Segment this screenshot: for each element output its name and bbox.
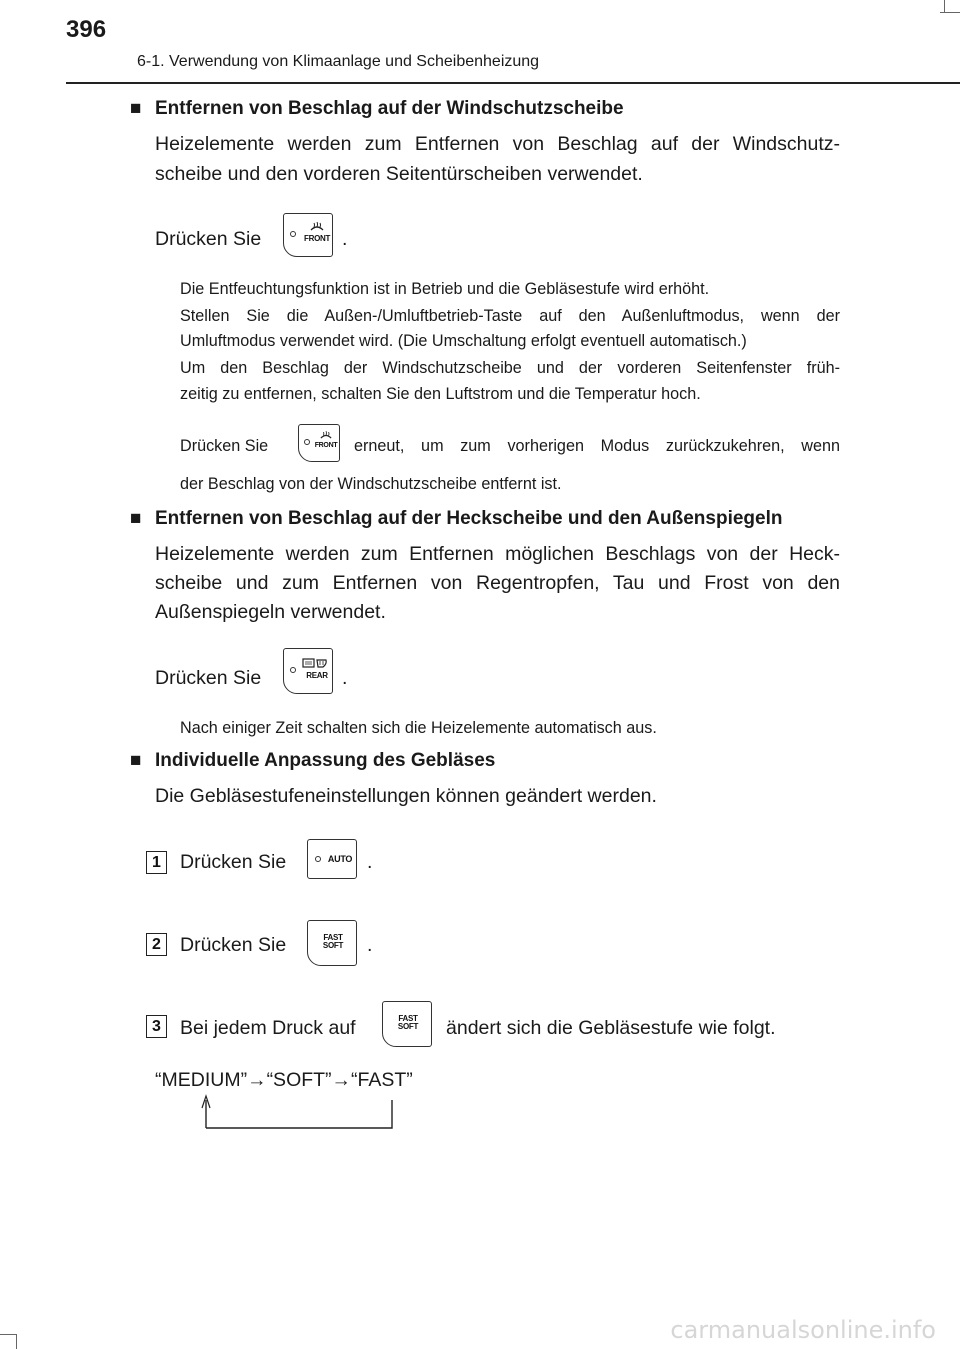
- note-line: erneut, um zum vorherigen Modus zurückzukehren, wenn: [354, 437, 840, 455]
- step-text: Bei jedem Druck auf: [180, 1017, 356, 1039]
- step-text: ändert sich die Gebläsestufe wie folgt.: [446, 1017, 776, 1039]
- period: .: [367, 851, 373, 873]
- button-label: REAR: [306, 671, 328, 680]
- step-text: Drücken Sie: [180, 851, 287, 873]
- fan-speed-cycle: “MEDIUM”→“SOFT”→“FAST”: [155, 1069, 413, 1091]
- square-bullet-icon: ■: [130, 98, 142, 119]
- windshield-defrost-icon: [320, 431, 332, 440]
- note-line: Stellen Sie die Außen-/Umluftbetrieb-Taste auf den Außenluftmodus, wenn der: [180, 307, 840, 325]
- body-line: scheibe und zum Entfernen von Regentropfen, Tau und Frost von den: [155, 572, 840, 594]
- section-heading-blower: [130, 749, 496, 773]
- indicator-led-icon: [290, 231, 296, 237]
- button-label: FRONT: [314, 442, 338, 449]
- button-label-fast: FAST: [323, 933, 343, 942]
- note-line: Die Entfeuchtungsfunktion ist in Betrieb und die Gebläsestufe wird erhöht.: [180, 280, 710, 298]
- step-number: 2: [146, 933, 167, 956]
- button-label: AUTO: [327, 854, 353, 864]
- button-label-fast: FAST: [398, 1014, 418, 1023]
- indicator-led-icon: [304, 439, 310, 445]
- page-number: 396: [66, 16, 107, 43]
- step-number: 3: [146, 1015, 167, 1038]
- square-bullet-icon: ■: [130, 508, 142, 529]
- body-line: Außenspiegeln verwendet.: [155, 601, 386, 623]
- fast-soft-button[interactable]: [382, 1001, 432, 1047]
- period: .: [367, 934, 373, 956]
- indicator-led-icon: [290, 667, 296, 673]
- heading-text: Entfernen von Beschlag auf der Windschutzscheibe: [155, 98, 624, 119]
- note-line: Nach einiger Zeit schalten sich die Heizelemente automatisch aus.: [180, 719, 657, 737]
- note-line: Umluftmodus verwendet wird. (Die Umschaltung erfolgt eventuell automatisch.): [180, 332, 747, 350]
- section-heading-windshield: [130, 97, 624, 121]
- chapter-title: 6-1. Verwendung von Klimaanlage und Scheibenheizung: [137, 53, 540, 70]
- note-line: Um den Beschlag der Windschutzscheibe und der vorderen Seitenfenster früh-: [180, 359, 840, 377]
- press-instruction: Drücken Sie: [155, 228, 262, 250]
- body-line: Heizelemente werden zum Entfernen von Beschlag auf der Windschutz-: [155, 133, 840, 155]
- period: .: [342, 667, 348, 689]
- indicator-led-icon: [315, 856, 321, 862]
- auto-button[interactable]: [307, 839, 357, 879]
- step-number: 1: [146, 851, 167, 874]
- square-bullet-icon: ■: [130, 750, 142, 771]
- crop-mark: [944, 0, 945, 12]
- button-label: FRONT: [304, 234, 331, 243]
- body-line: scheibe und den vorderen Seitentürscheiben verwendet.: [155, 163, 643, 185]
- period: .: [342, 228, 348, 250]
- button-label-soft: SOFT: [397, 1022, 419, 1031]
- button-label-soft: SOFT: [322, 941, 344, 950]
- note-press: Drücken Sie: [180, 437, 269, 455]
- step-text: Drücken Sie: [180, 934, 287, 956]
- heading-text: Entfernen von Beschlag auf der Heckscheibe und den Außenspiegeln: [155, 508, 783, 529]
- watermark: carmanualsonline.info: [670, 1316, 936, 1344]
- front-defroster-button[interactable]: [283, 213, 333, 257]
- cycle-return-arrow-icon: [195, 1094, 400, 1130]
- section-heading-rear: [130, 507, 783, 531]
- body-line: Die Gebläsestufeneinstellungen können geändert werden.: [155, 785, 657, 807]
- press-instruction: Drücken Sie: [155, 667, 262, 689]
- rear-defroster-button[interactable]: [283, 648, 333, 694]
- fast-soft-button[interactable]: [307, 920, 357, 966]
- note-line: der Beschlag von der Windschutzscheibe entfernt ist.: [180, 475, 562, 493]
- crop-mark: [16, 1334, 17, 1349]
- body-line: Heizelemente werden zum Entfernen möglichen Beschlags von der Heck-: [155, 543, 840, 565]
- page-header: [0, 0, 960, 82]
- heading-text: Individuelle Anpassung des Gebläses: [155, 750, 496, 771]
- rear-mirror-defrost-icon: [302, 658, 328, 669]
- crop-mark: [0, 1334, 16, 1335]
- note-line: zeitig zu entfernen, schalten Sie den Luftstrom und die Temperatur hoch.: [180, 385, 701, 403]
- windshield-defrost-icon: [310, 222, 324, 232]
- front-defroster-button-small[interactable]: [298, 424, 340, 462]
- header-divider: [66, 82, 960, 84]
- crop-mark: [940, 12, 960, 13]
